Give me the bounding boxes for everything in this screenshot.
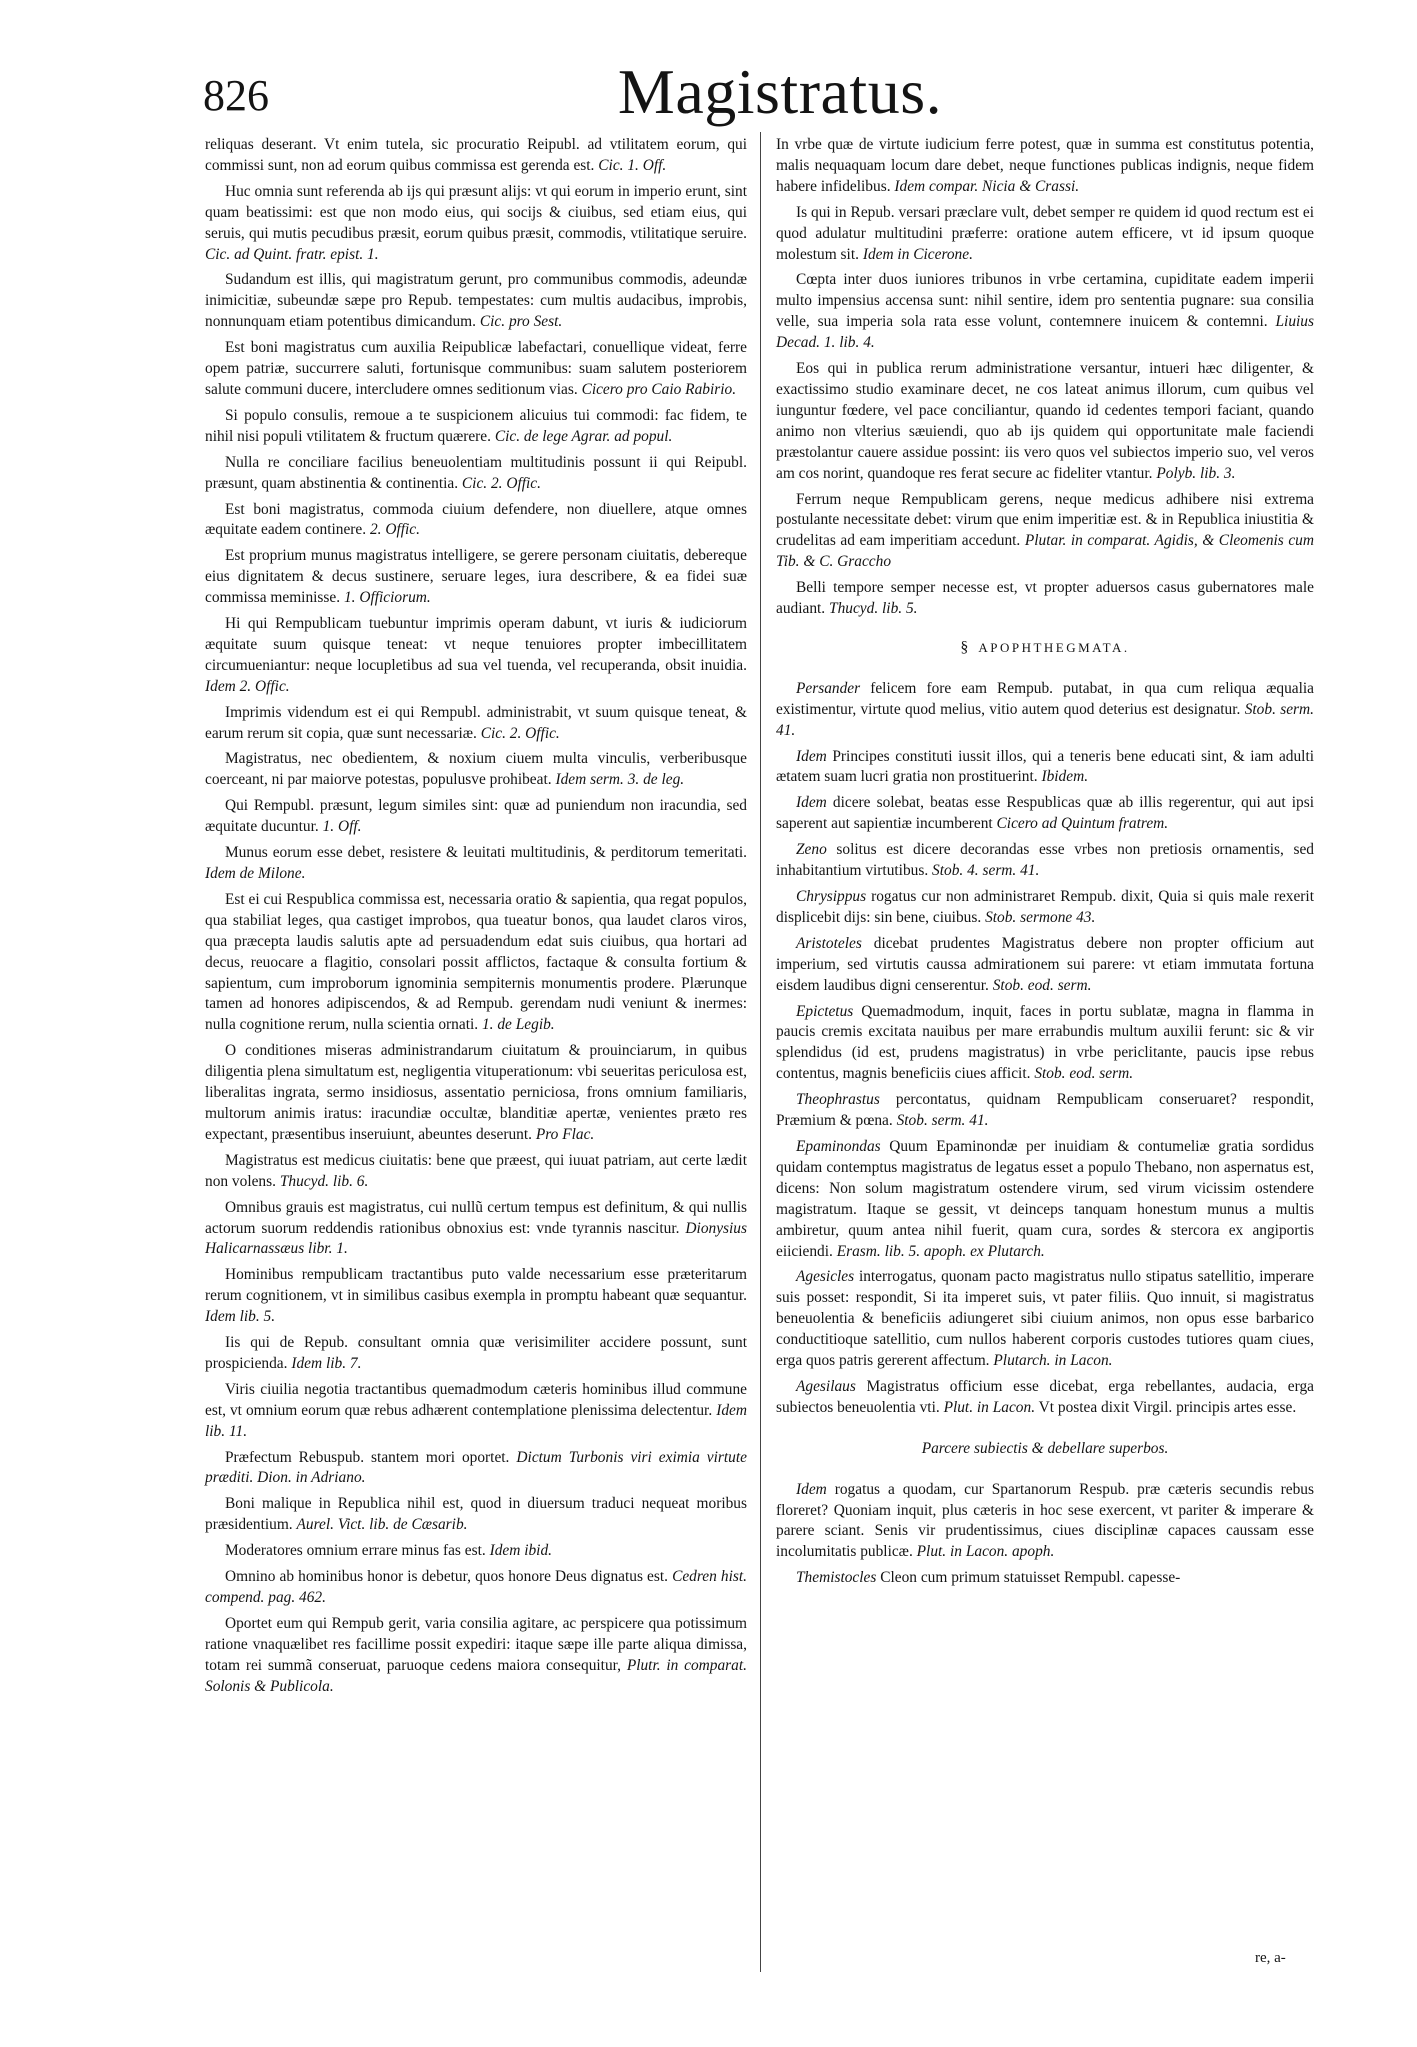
source-citation: 1. Officiorum.	[343, 589, 431, 607]
source-citation: Cic. de lege Agrar. ad popul.	[494, 427, 673, 445]
paragraph-text: Cleon cum primum statuisset Rempubl. capesse-	[880, 1569, 1181, 1587]
paragraph	[205, 1198, 747, 1261]
paragraph	[205, 270, 747, 333]
speaker-name: Zeno	[796, 841, 827, 859]
source-citation: Idem in Cicerone.	[862, 245, 973, 263]
final-paragraphs	[776, 1480, 1314, 1590]
speaker-name: Persander	[796, 679, 861, 697]
paragraph-text: Est boni magistratus, commoda ciuium defendere, non diuellere, atque omnes æquitate eadem continere.	[205, 500, 747, 539]
paragraph-text: percontatus, quidnam Rempublicam conseruaret? respondit, Præmium & pœna.	[776, 1091, 1314, 1130]
paragraph-text: Munus eorum esse debet, resistere & leuitati multitudinis, & perditorum temeritati.	[225, 844, 747, 862]
paragraph-text: In vrbe quæ de virtute iudicium ferre potest, quæ in summa est constitutus potentia, malis nequaquam locum dare debet, neque functiones publicas indignis, neque fidem habere infidelibus.	[776, 136, 1314, 195]
paragraph-text: Is qui in Repub. versari præclare vult, debet semper re quidem id quod rectum est ei quod adulatur multitudini præferre: oratione autem efficere, vt id ipsum quoque molestum sit.	[776, 203, 1314, 263]
section-heading-text: APOPHTHEGMATA.	[978, 639, 1130, 655]
paragraph	[205, 703, 747, 745]
paragraph-text: Sudandum est illis, qui magistratum gerunt, pro communibus commodis, adeundæ inimicitiæ, subeundæ sæpe pro Repub. tempestates: cum multis audacibus, improbis, nonnunquam etiam potentibus dimicandum.	[205, 271, 747, 331]
source-citation: Stob. eod. serm.	[992, 976, 1092, 994]
paragraph	[205, 614, 747, 698]
paragraph-text: Boni malique in Republica nihil est, quod in diuersum traduci nequeat moribus præsidentium.	[205, 1495, 747, 1534]
paragraph	[776, 887, 1314, 929]
paragraph	[776, 934, 1314, 997]
page-number: 826	[203, 71, 269, 120]
paragraph	[776, 1090, 1314, 1132]
running-head: Magistratus.	[617, 56, 943, 127]
paragraph	[776, 1568, 1314, 1589]
paragraph-text: Oportet eum qui Rempub gerit, varia consilia agitare, ac perspicere qua potissimum ratione vnaquælibet res facillime possit expediri: itaque sæpe ille parte aliqua dimissa, totam rei summã conseruat, paruoque cedens maiora consequitur,	[205, 1614, 747, 1674]
paragraph-text: felicem fore eam Rempub. putabat, in qua cum reliqua æqualia existimentur, virtute quod melius, vitio autem quod deterius est designatur.	[776, 679, 1314, 718]
source-citation: Idem serm. 3. de leg.	[555, 771, 685, 789]
paragraph-text: dicebat prudentes Magistratus debere non propter officium aut imperium, sed virtutis caussa admirationem sui parere: vt etiam immutata fortuna eisdem laudibus digni censerentur.	[776, 934, 1314, 994]
column-divider	[760, 132, 761, 1972]
paragraph	[205, 453, 747, 495]
paragraph-text: Qui Rempubl. præsunt, legum similes sint: quæ ad puniendum non iracundia, sed æquitate ducuntur.	[205, 797, 747, 836]
paragraph	[205, 338, 747, 401]
paragraph-text: Moderatores omnium errare minus fas est.	[225, 1542, 486, 1560]
paragraph	[205, 749, 747, 791]
paragraph	[205, 1494, 747, 1536]
source-citation: Idem ibid.	[489, 1542, 552, 1560]
paragraph-text: Si populo consulis, remoue a te suspicionem alicuius tui commodi: fac fidem, te nihil nisi populi vtilitatem & fructum quærere.	[205, 406, 747, 445]
speaker-name: Agesicles	[796, 1268, 855, 1286]
source-citation: Idem lib. 5.	[205, 1308, 276, 1326]
paragraph	[205, 1567, 747, 1609]
source-citation: Cic. 2. Offic.	[480, 724, 560, 742]
paragraph-text: solitus est dicere decorandas esse vrbes non pretiosis ornamentis, sed inhabitantium virtutibus.	[776, 841, 1314, 880]
paragraph-text: Omnino ab hominibus honor is debetur, quos honore Deus dignatus est.	[225, 1568, 668, 1586]
apophthegm-list	[776, 679, 1314, 1419]
paragraph	[205, 1151, 747, 1193]
source-citation: Idem lib. 7.	[291, 1354, 362, 1372]
paragraph-text: Magistratus, nec obedientem, & noxium ciuem multa vinculis, verberibusque coerceant, ni par maiorve potestas, populusve prohibeat.	[205, 750, 747, 789]
source-citation: 1. de Legib.	[481, 1016, 555, 1034]
quote-heading: Parcere subiectis & debellare superbos.	[921, 1439, 1169, 1457]
source-citation: Stob. serm. 41.	[896, 1112, 989, 1130]
speaker-name: Idem	[796, 747, 827, 765]
speaker-name: Aristoteles	[796, 934, 862, 952]
paragraph	[205, 1614, 747, 1698]
source-citation: Dionysius Halicarnassæus libr. 1.	[205, 1219, 747, 1258]
source-citation: Idem compar. Nicia & Crassi.	[894, 177, 1080, 195]
paragraph	[776, 679, 1314, 742]
speaker-name: Idem	[796, 1480, 827, 1498]
source-citation: Cicero pro Caio Rabirio.	[581, 380, 737, 398]
paragraph	[205, 843, 747, 885]
source-citation: 2. Offic.	[369, 521, 420, 539]
paragraph	[776, 1480, 1314, 1564]
paragraph	[776, 359, 1314, 484]
source-citation: Thucyd. lib. 6.	[279, 1172, 369, 1190]
speaker-name: Chrysippus	[796, 888, 867, 905]
source-citation: Cic. ad Quint. fratr. epist. 1.	[205, 245, 379, 263]
paragraph-text: Eos qui in publica rerum administratione versantur, intueri hæc diligenter, & exactissimo studio examinare decet, ne cos lateat animus illorum, cum quibus vel iunguntur fœdere, vel pace conciliantur, quando id cedentes tempori faciant, quando animo non vlterius sæuiendi, quo ab ijs quidem qui opportunitate male faciendi præstolantur cauere assidue possint: iis vero quos vel subiectos imperio suo, vel veros am cos norint, quandoque res ferat secure ac fideliter vtantur.	[776, 360, 1314, 482]
paragraph	[776, 1137, 1314, 1262]
paragraph	[776, 1267, 1314, 1372]
paragraph	[205, 1380, 747, 1443]
paragraph-text: Hominibus rempublicam tractantibus puto valde necessarium esse præteritarum rerum cognitionem, vt in similibus casibus exempla in promptu habeant quæ sequantur.	[205, 1266, 747, 1305]
source-citation: Plut. in Lacon. apoph.	[916, 1543, 1055, 1561]
source-citation: Stob. sermone 43.	[985, 908, 1096, 926]
paragraph-text: Est boni magistratus cum auxilia Reipublicæ labefactari, conuellique videat, ferre opem patriæ, succurrere saluti, fortunisque communibus: suam salutem posteriorem salute communi ducere, intercludere omnes seditionum vias.	[205, 339, 747, 398]
paragraph	[205, 1333, 747, 1375]
source-citation: Stob. 4. serm. 41.	[932, 862, 1040, 880]
speaker-name: Idem	[796, 794, 827, 812]
paragraph-text: Hi qui Rempublicam tuebuntur imprimis operam dabunt, vt iuris & iudiciorum æquitate suum quisque teneat: vt neque tenuiores propter imbecillitatem circumueniantur: neque locupletibus ad sua vel tuenda, vel recuperanda, obsit inuidia.	[205, 615, 747, 674]
paragraph	[205, 890, 747, 1036]
section-mark-icon: §	[960, 638, 969, 656]
right-column-paragraphs	[776, 135, 1314, 620]
speaker-name: Theophrastus	[796, 1091, 880, 1109]
paragraph-text: Imprimis videndum est ei qui Rempubl. administrabit, vt suum quisque teneat, & earum rerum sit copia, quæ sunt necessariæ.	[205, 703, 747, 742]
source-citation: 1. Off.	[322, 818, 362, 836]
paragraph	[776, 1377, 1314, 1419]
paragraph	[776, 270, 1314, 354]
paragraph	[205, 135, 747, 177]
paragraph	[776, 793, 1314, 835]
paragraph	[776, 840, 1314, 882]
source-citation: Plutr. in comparat. Solonis & Publicola.	[205, 1656, 747, 1695]
paragraph-text: Iis qui de Repub. consultant omnia quæ verisimiliter accidere possunt, sunt prospicienda.	[205, 1334, 747, 1372]
source-citation: Idem 2. Offic.	[205, 677, 290, 695]
paragraph	[776, 747, 1314, 789]
source-citation: Dictum Turbonis viri eximia virtute præditi. Dion. in Adriano.	[205, 1448, 747, 1487]
paragraph	[205, 546, 747, 609]
paragraph	[205, 406, 747, 448]
source-citation: Aurel. Vict. lib. de Cæsarib.	[296, 1516, 468, 1534]
speaker-name: Epictetus	[796, 1002, 854, 1020]
speaker-name: Agesilaus	[796, 1377, 856, 1395]
paragraph-text: interrogatus, quonam pacto magistratus nullo stipatus satellitio, imperare suis posset: respondit, Si ita imperet suis, vt pater filiis. Quo innuit, si magistratus beneuolentia & beneficiis adiungeret sibi ciuium animos, non opus esse barbarico conductitioque satellitio, cum nullos haberent corporis custodes tutiores quam ciues, erga quos patris gererent affectum.	[776, 1268, 1314, 1370]
paragraph	[205, 1041, 747, 1146]
source-citation: Ibidem.	[1041, 768, 1089, 786]
source-citation: Pro Flac.	[535, 1125, 595, 1143]
paragraph-text: Est proprium munus magistratus intelligere, se gerere personam ciuitatis, debereque eius dignitatem & decus sustinere, seruare leges, iura describere, & ea fidei suæ commissa meminisse.	[205, 547, 747, 607]
catchword: re, a-	[1255, 1950, 1286, 1966]
paragraph-text: rogatus cur non administraret Rempub. dixit, Quia si quis male rexerit displicebit dijs: sin bene, ciuibus.	[776, 888, 1314, 926]
paragraph-text: Nulla re conciliare facilius beneuolentiam multitudinis possunt ii qui Reipubl. præsunt, quam abstinentia & continentia.	[205, 453, 747, 492]
section-heading	[776, 638, 1314, 659]
paragraph-text: Magistratus officium esse dicebat, erga rebellantes, audacia, erga subiectos beneuolentia vti.	[776, 1377, 1314, 1416]
source-citation: Thucyd. lib. 5.	[829, 600, 918, 618]
paragraph-text: Principes constituti iussit illos, qui a teneris bene educati sint, & iam adulti ætatem suam lucri gratia non prostituerint.	[776, 747, 1314, 786]
source-citation: Plutarch. in Lacon.	[993, 1352, 1113, 1370]
speaker-name: Epaminondas	[796, 1137, 881, 1155]
paragraph-tail: Vt postea dixit Virgil. principis artes esse.	[1038, 1398, 1297, 1416]
source-citation: Cedren hist. compend. pag. 462.	[205, 1568, 747, 1606]
paragraph-text: rogatus a quodam, cur Spartanorum Respub. præ cæteris secundis rebus floreret? Quoniam inquit, plus cæteris in hoc sese exercent, vt pariter & imperare & parere sciant. Senis vir prudentissimus, ciues disciplinæ capaces caussam esse incolumitatis publicæ.	[776, 1480, 1314, 1561]
paragraph	[205, 1541, 747, 1562]
paragraph	[776, 578, 1314, 620]
paragraph-text: reliquas deserant. Vt enim tutela, sic procuratio Reipubl. ad vtilitatem eorum, qui commissi sunt, non ad eorum quibus commissa est gerenda est.	[205, 136, 747, 174]
paragraph	[205, 796, 747, 838]
source-citation: Polyb. lib. 3.	[1156, 464, 1236, 482]
source-citation: Plut. in Lacon.	[943, 1398, 1036, 1416]
paragraph-text: Præfectum Rebuspub. stantem mori oportet.	[225, 1448, 510, 1466]
source-citation: Idem lib. 11.	[205, 1401, 747, 1440]
paragraph	[205, 500, 747, 542]
speaker-name: Themistocles	[796, 1569, 877, 1587]
source-citation: Liuius Decad. 1. lib. 4.	[776, 313, 1314, 352]
paragraph-text: Quemadmodum, inquit, faces in portu sublatæ, magna in flamma in paucis cremis excitata nauibus per mare errabundis multum auxilii ferunt: sic & vir splendidus (id est, prudens magistratus) in vrbe periclitante, paucis ipse rebus contentus, magnis beneficiis ciues afficit.	[776, 1002, 1314, 1083]
source-citation: Cicero ad Quintum fratrem.	[996, 815, 1169, 833]
paragraph-text: Est ei cui Respublica commissa est, necessaria oratio & sapientia, qua regat populos, qua stabiliat leges, qua castiget improbos, qua tueatur bonos, qua laudet claros viros, qua præcepta laudis salutis apte ad persuadendum edat suis ciuibus, qua hortari ad decus, reuocare a flagitio, consolari possit afflictos, factaque & consulta fortium & sapientum, cum improborum ignominia sempiternis monumentis prodere. Plærunque tamen ad honores adipiscendos, & ad Rempub. gerendam nudi veniunt & inermes: nulla cognitione rerum, nulla scientia ornati.	[205, 890, 747, 1034]
paragraph	[205, 1265, 747, 1328]
paragraph-text: Omnibus grauis est magistratus, cui nullũ certum tempus est definitum, & qui nullis actorum suorum reddendis rationibus obnoxius est: vnde tyrannis nascitur.	[205, 1198, 747, 1237]
paragraph-text: Ferrum neque Rempublicam gerens, neque medicus adhibere nisi extrema postulante necessitate debet: virum que enim imperitiæ est. & in Republica iniustitia & crudelitas ad eam imperitiam accedunt.	[776, 490, 1314, 550]
paragraph-text: Belli tempore semper necesse est, vt propter aduersos casus gubernatores male audiant.	[776, 579, 1314, 618]
source-citation: Cic. 1. Off.	[598, 156, 667, 174]
source-citation: Cic. 2. Offic.	[461, 474, 541, 492]
paragraph-text: Huc omnia sunt referenda ab ijs qui præsunt alijs: vt qui eorum in imperio erunt, sint quam beatissimi: est que non modo eius, qui socijs & ciuibus, sed etiam eius, qui seruis, qui mutis pecudibus præsit, eorum quibus præsit, commodis, vtilitatique seruire.	[205, 182, 747, 242]
source-citation: Cic. pro Sest.	[479, 313, 563, 331]
paragraph	[776, 490, 1314, 574]
source-citation: Idem de Milone.	[205, 865, 306, 882]
paragraph	[205, 182, 747, 266]
paragraph-text: Viris ciuilia negotia tractantibus quemadmodum cæteris hominibus illud commune est, vt omnium eorum quæ rebus adhærent contemplatione plenissima delectentur.	[205, 1380, 747, 1419]
paragraph	[776, 203, 1314, 266]
source-citation: Stob. eod. serm.	[1034, 1065, 1134, 1083]
paragraph	[205, 1448, 747, 1490]
paragraph-text: Cœpta inter duos iuniores tribunos in vrbe certamina, cupiditate eadem imperii multo impensius accensa sunt: nihil sentire, idem pro sententia pugnare: sua consilia velle, sua imperia sola rata esse volunt, contemnere inuicem & contemni.	[776, 271, 1314, 331]
paragraph-text: Magistratus est medicus ciuitatis: bene que præest, qui iuuat patriam, aut certe lædit non volens.	[205, 1151, 747, 1190]
source-citation: Plutar. in comparat. Agidis, & Cleomenis cum Tib. & C. Graccho	[776, 532, 1314, 571]
paragraph-text: Quum Epaminondæ per inuidiam & contumeliæ gratia sordidus quidam contemptus magistratus de legatus esset a populo Thebano, non aspernatus est, dicens: Non solum magistratum ostendere virum, sed virum vicissim ostendere magistratum. Itaque se gessit, vt deinceps tanquam honestum munus a multis ambiretur, quum antea nihil fuerit, quam cura, sordes & stercora ex angiportis eiiciendi.	[776, 1137, 1314, 1260]
source-citation: Stob. serm. 41.	[776, 700, 1314, 739]
paragraph-text: O conditiones miseras administrandarum ciuitatum & prouinciarum, in quibus diligentia plena simultatum est, negligentia vituperationum: vbi seueritas periculosa est, liberalitas ingrata, sermo insidiosus, assentatio perniciosa, frons omnium familiaris, multorum animis iratus: iracundiæ occultæ, blanditiæ apertæ, venientes præto res expectant, præsentibus inseruiunt, abeuntes deserunt.	[205, 1042, 747, 1143]
paragraph	[776, 1002, 1314, 1086]
left-column	[205, 135, 747, 1703]
right-column	[776, 135, 1314, 1594]
source-citation: Erasm. lib. 5. apoph. ex Plutarch.	[836, 1242, 1045, 1260]
paragraph-text: dicere solebat, beatas esse Respublicas quæ ab illis regerentur, qui aut ipsi saperent aut sapientiæ incumberent	[776, 794, 1314, 833]
paragraph	[776, 135, 1314, 198]
